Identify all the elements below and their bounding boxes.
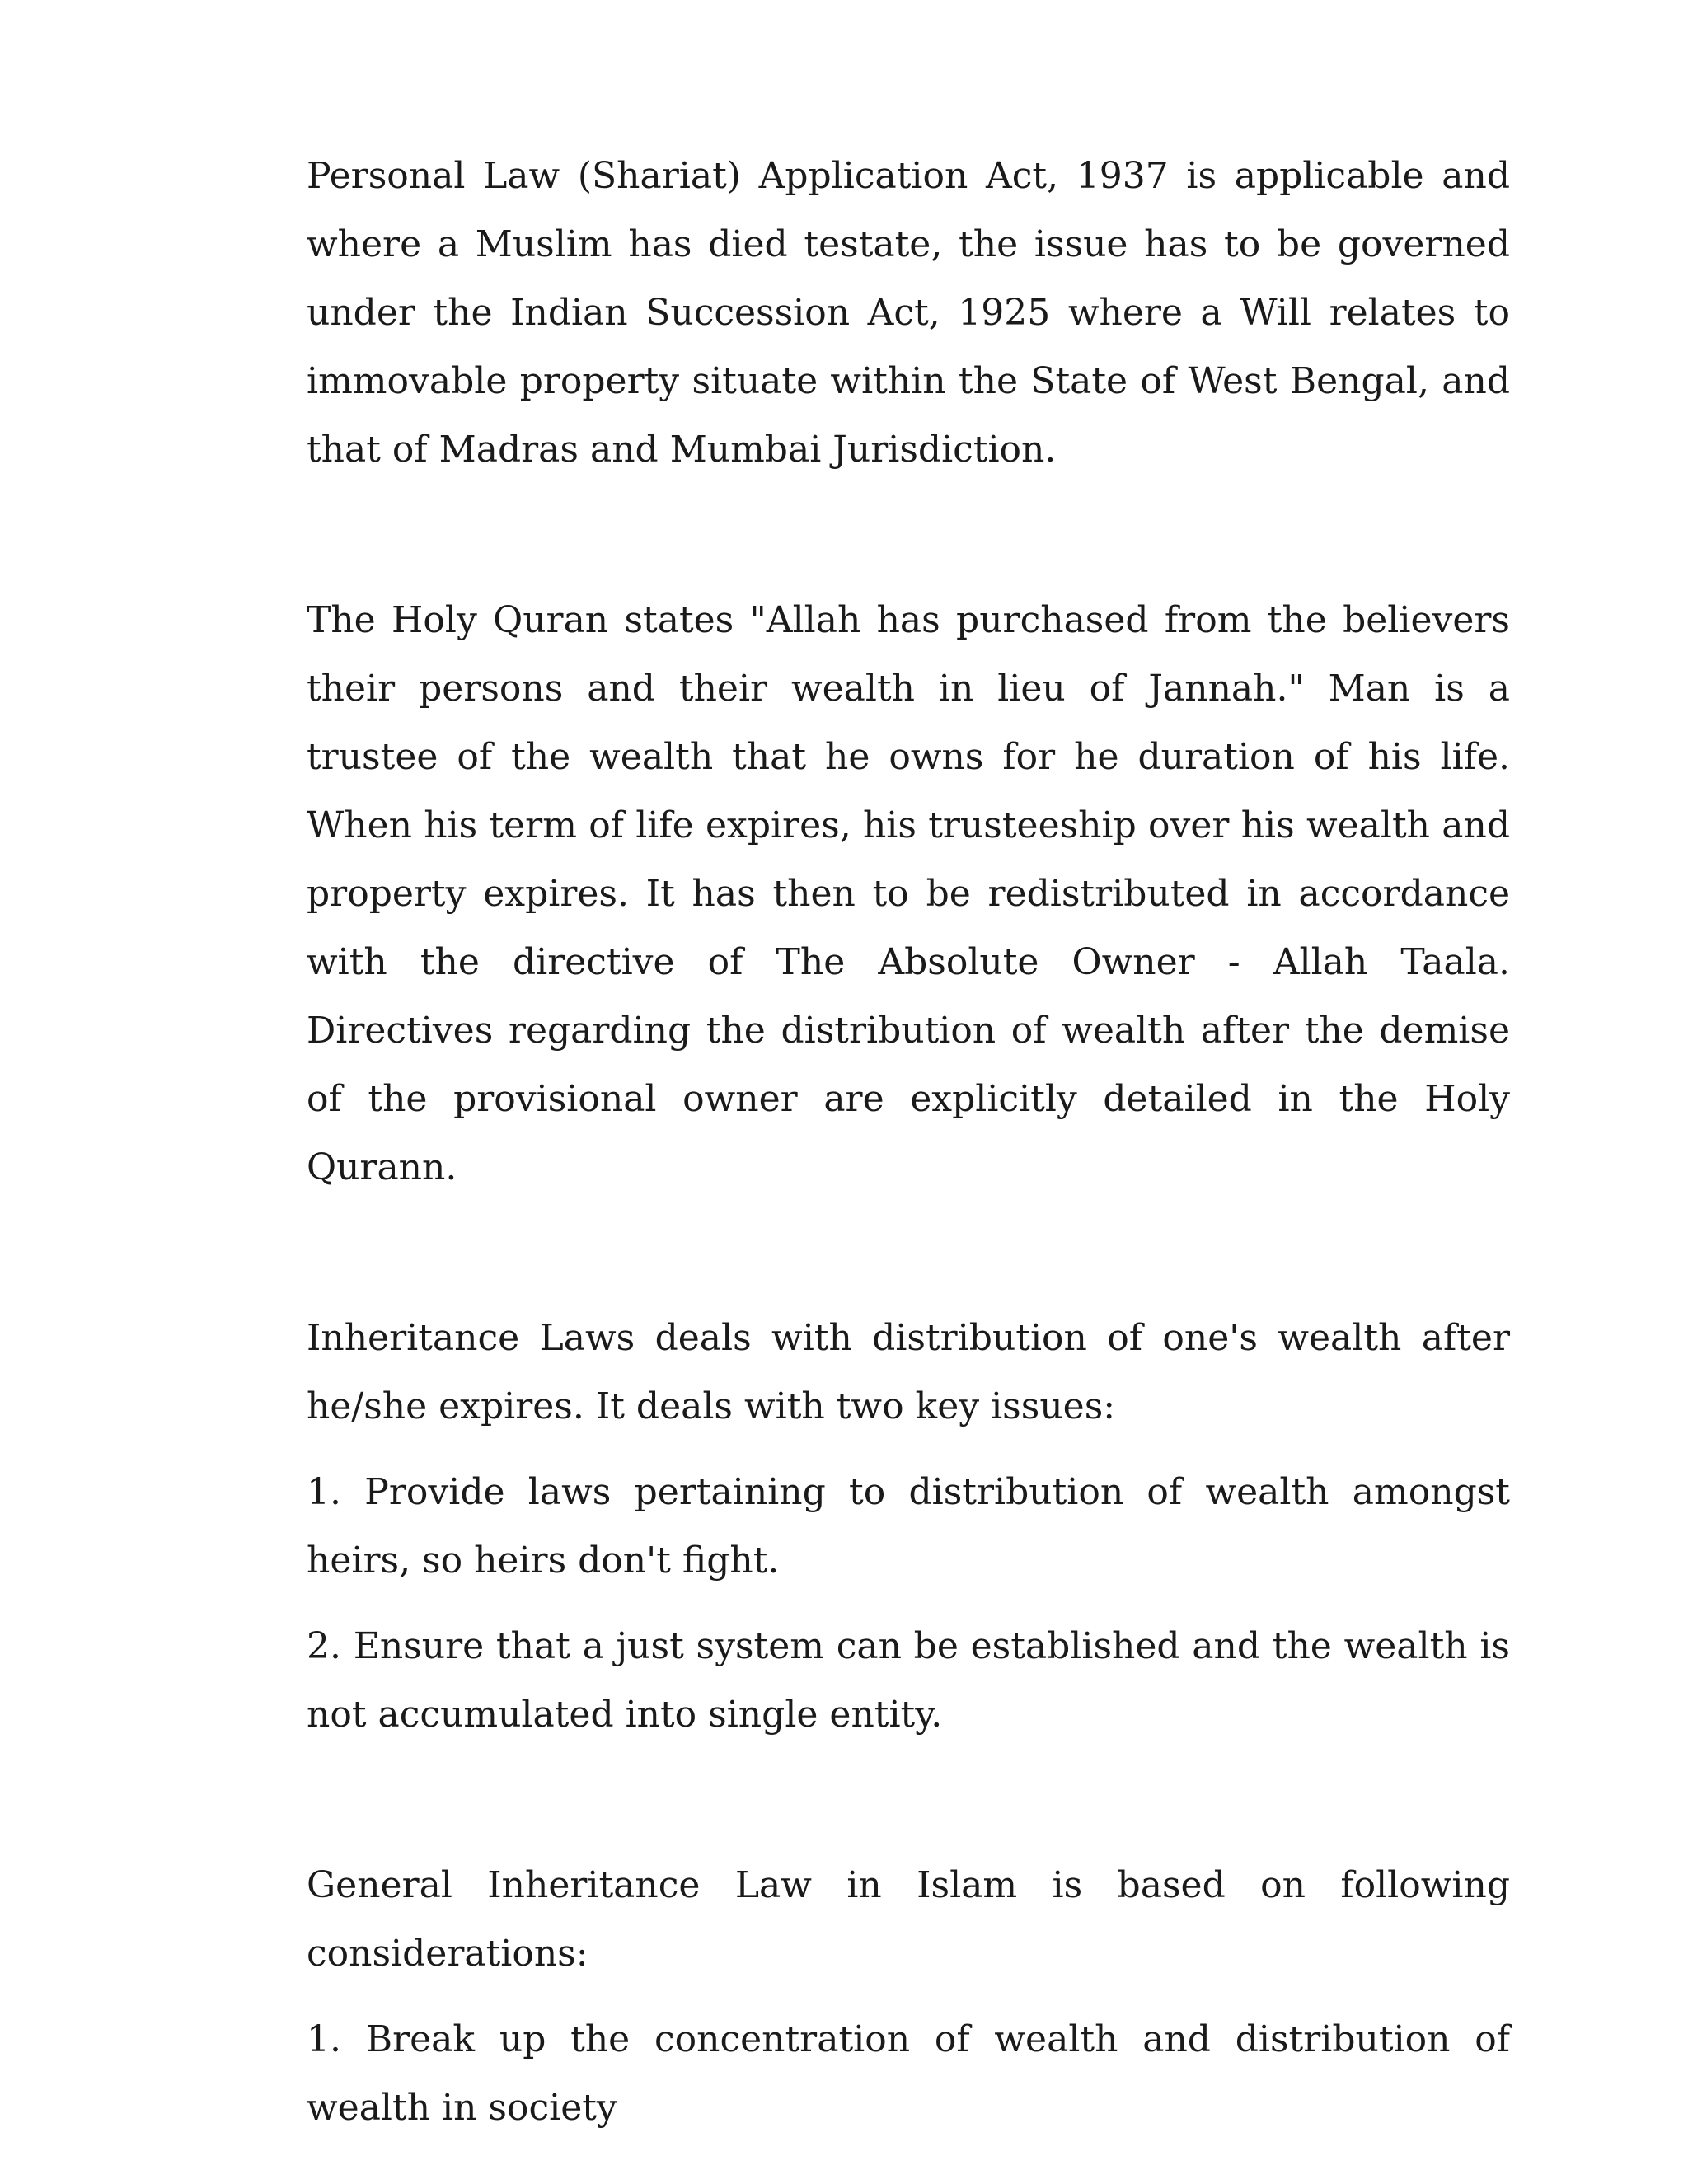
list-item-issue-1: 1. Provide laws pertaining to distribution of wealth amongst heirs, so heirs don't fight. xyxy=(307,1471,1510,1582)
paragraph-holy-quran: The Holy Quran states "Allah has purchased from the believers their persons and their wealth in lieu of Jannah." Man is a trustee of the wealth that he owns for he duration of his life. When his term of life expires, his trusteeship over his wealth and property expires. It has then to be redistributed in accordance with the directive of The Absolute Owner - Allah Taala. Directives regarding the distribution of wealth after the demise of the provisional owner are explicitly detailed in the Holy Qurann. xyxy=(307,599,1510,1188)
list-item-issue-2: 2. Ensure that a just system can be established and the wealth is not accumulated into single entity. xyxy=(307,1625,1510,1736)
paragraph-general-inheritance: General Inheritance Law in Islam is based on following considerations: xyxy=(307,1864,1510,1975)
document-page xyxy=(307,142,1510,2142)
list-item-consideration-1: 1. Break up the concentration of wealth and distribution of wealth in society xyxy=(307,2018,1510,2129)
paragraph-shariat-act: Personal Law (Shariat) Application Act, 1937 is applicable and where a Muslim has died testate, the issue has to be governed under the Indian Succession Act, 1925 where a Will relates to immovable property situate within the State of West Bengal, and that of Madras and Mumbai Jurisdiction. xyxy=(307,155,1510,471)
paragraph-inheritance-laws: Inheritance Laws deals with distribution of one's wealth after he/she expires. It deals with two key issues: xyxy=(307,1317,1510,1427)
